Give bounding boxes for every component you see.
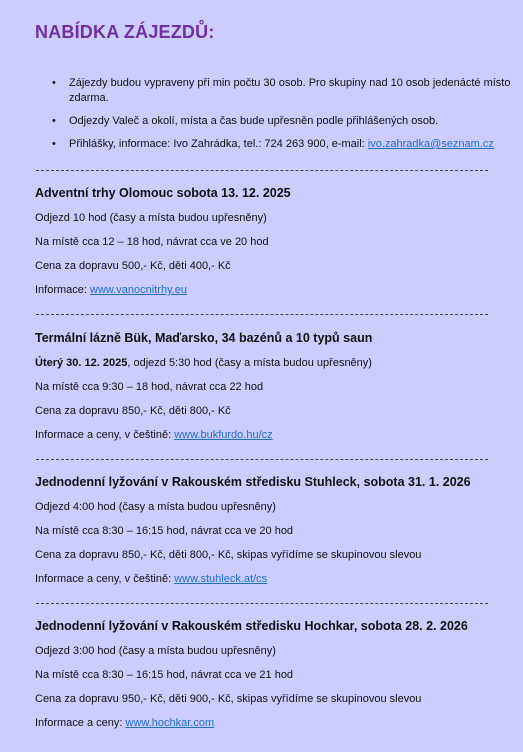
trip-detail: Odjezd 3:00 hod (časy a místa budou upřesněny) [35, 645, 276, 657]
intro-item [69, 114, 523, 129]
trip-link[interactable]: www.vanocnitrhy.eu [90, 284, 188, 296]
intro-text: Odjezdy Valeč a okolí, místa a čas bude upřesněn podle přihlášených osob. [69, 115, 439, 127]
trip-detail: Cena za dopravu 950,- Kč, děti 900,- Kč, skipas vyřídíme se skupinovou slevou [35, 693, 422, 705]
trip-info: Informace a ceny: www.hochkar.com [35, 717, 215, 729]
trip-info: Informace a ceny, v češtině: www.stuhleck.at/cs [35, 573, 268, 585]
trip-info: Informace a ceny, v češtině: www.bukfurdo.hu/cz [35, 429, 273, 441]
trip-section [35, 330, 505, 442]
intro-item [69, 137, 523, 152]
trip-link[interactable]: www.bukfurdo.hu/cz [174, 429, 273, 441]
trip-detail: Cena za dopravu 850,- Kč, děti 800,- Kč, skipas vyřídíme se skupinovou slevou [35, 549, 422, 561]
trip-detail: Odjezd 10 hod (časy a místa budou upřesněny) [35, 212, 267, 224]
divider [36, 459, 488, 460]
page-title: NABÍDKA ZÁJEZDŮ: [35, 22, 215, 42]
trip-detail: Odjezd 4:00 hod (časy a místa budou upřesněny) [35, 501, 276, 513]
trip-detail: Cena za dopravu 850,- Kč, děti 800,- Kč [35, 405, 231, 417]
divider [36, 603, 488, 604]
trip-detail: Cena za dopravu 500,- Kč, děti 400,- Kč [35, 260, 231, 272]
intro-list [35, 76, 523, 160]
intro-item [69, 76, 523, 106]
trip-detail: Na místě cca 9:30 – 18 hod, návrat cca 22 hod [35, 381, 264, 393]
trip-section [35, 185, 505, 297]
intro-text: Přihlášky, informace: Ivo Zahrádka, tel.: 724 263 900, e-mail: [69, 138, 368, 150]
trip-detail: Na místě cca 12 – 18 hod, návrat cca ve 20 hod [35, 236, 269, 248]
email-link[interactable]: ivo.zahradka@seznam.cz [367, 138, 494, 150]
trip-heading: Termální lázně Bük, Maďarsko, 34 bazénů a 10 typů saun [35, 331, 373, 345]
divider [36, 170, 488, 171]
trip-detail: Na místě cca 8:30 – 16:15 hod, návrat cca ve 20 hod [35, 525, 294, 537]
trip-heading: Adventní trhy Olomouc sobota 13. 12. 2025 [35, 186, 291, 200]
trip-detail: Na místě cca 8:30 – 16:15 hod, návrat cca ve 21 hod [35, 669, 294, 681]
trip-info: Informace: www.vanocnitrhy.eu [35, 284, 188, 296]
trip-link[interactable]: www.hochkar.com [125, 717, 215, 729]
trip-heading: Jednodenní lyžování v Rakouském středisku Stuhleck, sobota 31. 1. 2026 [35, 475, 471, 489]
trip-link[interactable]: www.stuhleck.at/cs [174, 573, 268, 585]
trip-detail: Úterý 30. 12. 2025, odjezd 5:30 hod (časy a místa budou upřesněny) [35, 357, 372, 369]
divider [36, 314, 488, 315]
trip-heading: Jednodenní lyžování v Rakouském středisku Hochkar, sobota 28. 2. 2026 [35, 619, 468, 633]
trip-section [35, 618, 505, 730]
trip-section [35, 474, 505, 586]
intro-text: Zájezdy budou vypraveny při min počtu 30 osob. Pro skupiny nad 10 osob jedenácté místo zdarma. [69, 77, 511, 104]
